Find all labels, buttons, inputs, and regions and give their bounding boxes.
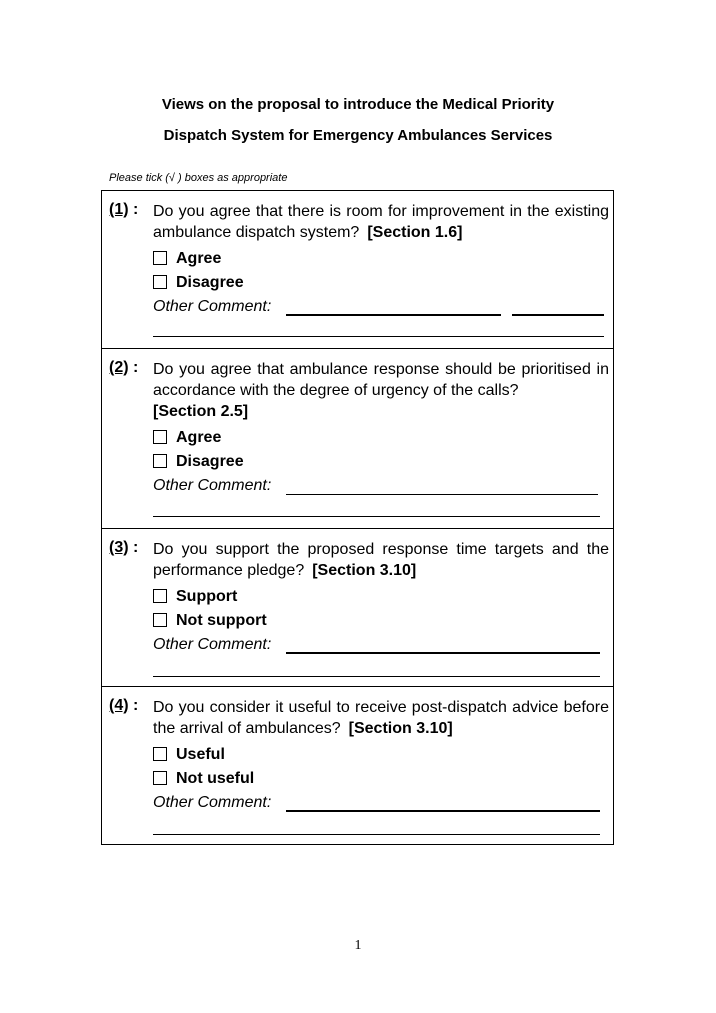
question-4-box	[101, 686, 614, 845]
option-useful[interactable]: Useful	[153, 745, 225, 765]
option-not-useful[interactable]: Not useful	[153, 769, 254, 789]
section-ref: [Section 3.10]	[312, 562, 417, 579]
section-ref: [Section 3.10]	[348, 720, 453, 737]
question-number: (2) :	[109, 359, 139, 376]
checkbox[interactable]	[153, 275, 167, 289]
section-ref: [Section 1.6]	[367, 224, 463, 241]
other-comment-label: Other Comment:	[153, 298, 272, 315]
question-number: (1) :	[109, 201, 139, 218]
question-text: Do you support the proposed response time targets and the performance pledge? [Section 3.10]	[153, 541, 609, 579]
checkbox[interactable]	[153, 747, 167, 761]
comment-line[interactable]	[286, 810, 600, 812]
comment-line[interactable]	[153, 516, 600, 517]
comment-line[interactable]	[153, 676, 600, 677]
instruction-text: Please tick (√ ) boxes as appropriate	[109, 172, 288, 184]
section-ref: [Section 2.5]	[153, 403, 249, 420]
comment-line[interactable]	[286, 494, 598, 495]
option-disagree[interactable]: Disagree	[153, 452, 244, 472]
checkbox[interactable]	[153, 430, 167, 444]
question-1-box	[101, 190, 614, 349]
checkbox[interactable]	[153, 251, 167, 265]
question-number: (3) :	[109, 539, 139, 556]
comment-line[interactable]	[512, 314, 604, 316]
comment-line[interactable]	[286, 314, 501, 316]
checkbox[interactable]	[153, 613, 167, 627]
checkbox[interactable]	[153, 771, 167, 785]
comment-line[interactable]	[153, 336, 604, 337]
comment-line[interactable]	[286, 652, 600, 654]
option-support[interactable]: Support	[153, 587, 237, 607]
question-number: (4) :	[109, 697, 139, 714]
checkbox[interactable]	[153, 589, 167, 603]
other-comment-label: Other Comment:	[153, 477, 272, 494]
page-number: 1	[354, 938, 362, 953]
other-comment-label: Other Comment:	[153, 636, 272, 653]
checkbox[interactable]	[153, 454, 167, 468]
option-agree[interactable]: Agree	[153, 249, 221, 269]
other-comment-label: Other Comment:	[153, 794, 272, 811]
question-2-box	[101, 348, 614, 529]
question-3-box	[101, 528, 614, 687]
question-text: Do you agree that there is room for improvement in the existing ambulance dispatch system? [Section 1.6]	[153, 203, 609, 241]
option-disagree[interactable]: Disagree	[153, 273, 244, 293]
document-title-line-1: Views on the proposal to introduce the Medical Priority	[161, 96, 555, 113]
question-text: Do you agree that ambulance response should be prioritised in accordance with the degree of urgency of the calls? [Section 2.5]	[153, 361, 609, 420]
option-agree[interactable]: Agree	[153, 428, 221, 448]
comment-line[interactable]	[153, 834, 600, 835]
option-not-support[interactable]: Not support	[153, 611, 267, 631]
document-title-line-2: Dispatch System for Emergency Ambulances Services	[163, 127, 553, 144]
question-text: Do you consider it useful to receive post-dispatch advice before the arrival of ambulances? [Section 3.10]	[153, 699, 609, 737]
